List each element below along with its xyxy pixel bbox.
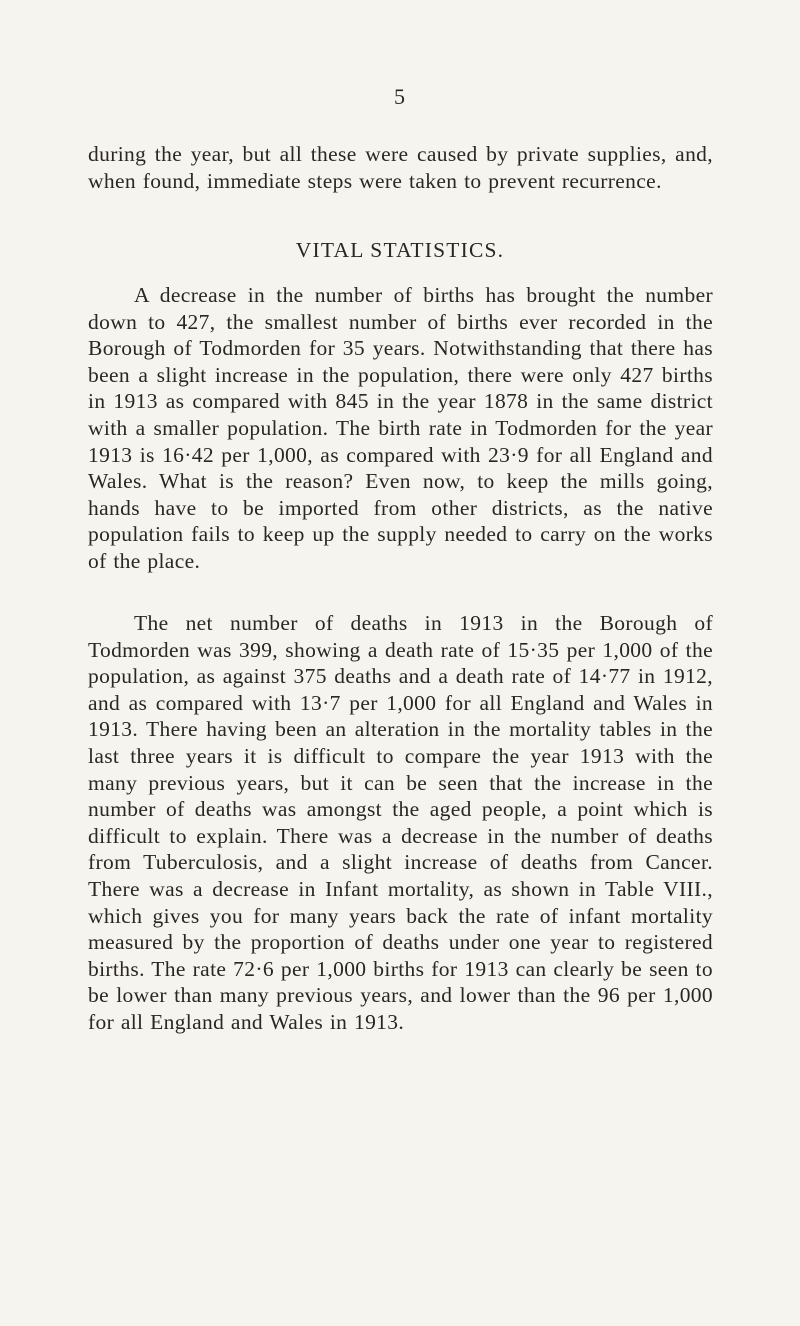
births-paragraph: A decrease in the number of births has brought the number down to 427, the smallest number of births ever recorded in the Borough of Todmorden for 35 years. Notwithstanding that there has been a slight increase in the population, there were only 427 births in 1913 as compared with 845 in the year 1878 in the same district with a smaller population. The birth rate in Todmorden for the year 1913 is 16·42 per 1,000, as compared with 23·9 for all England and Wales. What is the reason? Even now, to keep the mills going, hands have to be imported from other districts, as the native population fails to keep up the supply needed to carry on the works of the place. (88, 283, 713, 573)
deaths-paragraph-container (88, 610, 713, 1036)
opening-paragraph: during the year, but all these were caused by private supplies, and, when found, immediate steps were taken to prevent recurrence. (88, 142, 713, 193)
births-paragraph-container (88, 282, 713, 575)
page-number: 5 (394, 84, 406, 109)
deaths-paragraph: The net number of deaths in 1913 in the Borough of Todmorden was 399, showing a death rate of 15·35 per 1,000 of the population, as against 375 deaths and a death rate of 14·77 in 1912, and as compared with 13·7 per 1,000 for all England and Wales in 1913. There having been an alteration in the mortality tables in the last three years it is difficult to compare the year 1913 with the many previous years, but it can be seen that the increase in the number of deaths was amongst the aged people, a point which is difficult to explain. There was a decrease in the number of deaths from Tuberculosis, and a slight increase of deaths from Cancer. There was a decrease in Infant mortality, as shown in Table VIII., which gives you for many years back the rate of infant mortality measured by the proportion of deaths under one year to registered births. The rate 72·6 per 1,000 births for 1913 can clearly be seen to be lower than many previous years, and lower than the 96 per 1,000 for all England and Wales in 1913. (88, 611, 713, 1034)
opening-paragraph-container (88, 141, 713, 194)
section-heading: VITAL STATISTICS. (295, 238, 505, 262)
